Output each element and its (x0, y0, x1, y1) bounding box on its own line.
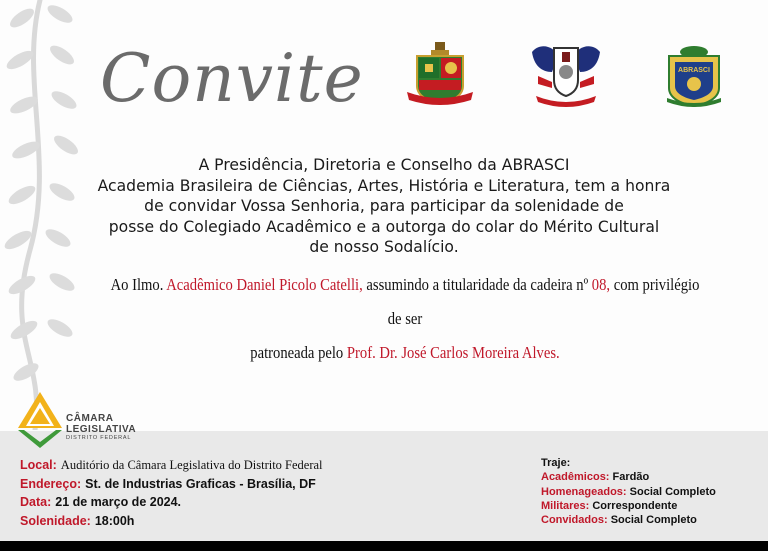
logo-line-3: DISTRITO FEDERAL (66, 435, 132, 441)
time-value: 18:00h (94, 513, 135, 528)
dress-code-label: Convidados: (541, 514, 608, 527)
date-value: 21 de março de 2024. (55, 495, 182, 509)
bottom-edge (0, 541, 768, 551)
address-row (20, 475, 323, 494)
dress-code-item (541, 513, 716, 527)
intro-line: Academia Brasileira de Ciências, Artes, História e Literatura, tem a honra (97, 176, 671, 195)
dress-code-label: Militares: (541, 499, 590, 512)
chair-number: 08, (591, 275, 611, 294)
dress-code-value: Social Completo (610, 514, 697, 527)
address-label: Endereço: (20, 476, 82, 491)
intro-line: de convidar Vossa Senhoria, para participar da solenidade de (144, 197, 624, 215)
honoree-mid: assumindo a titularidade da cadeira nº (362, 275, 592, 294)
abrasci-seal-text: ABRASCI (678, 67, 710, 74)
logo-line-1: CÂMARA (66, 413, 114, 424)
dress-code-value: Social Completo (629, 485, 716, 498)
coat-of-arms-icon (528, 42, 604, 108)
dress-code-item (541, 499, 716, 513)
dress-code-item (541, 485, 716, 499)
abrasci-seal-icon (663, 42, 725, 108)
dress-code-value: Fardão (612, 471, 650, 484)
crest-icon (405, 42, 475, 108)
camara-legislativa-wordmark (66, 414, 136, 442)
intro-line: posse do Colegiado Acadêmico e a outorga do colar do Mérito Cultural (108, 217, 660, 236)
local-row (20, 456, 323, 475)
date-label: Data: (20, 495, 52, 509)
time-row (20, 512, 323, 531)
patron-line (108, 336, 701, 370)
dress-code (541, 456, 716, 527)
date-row (20, 493, 323, 512)
page-title: Convite (100, 40, 364, 117)
honoree-name: Acadêmico Daniel Picolo Catelli, (166, 275, 363, 294)
camara-legislativa-logo-icon (12, 390, 68, 450)
local-label: Local: (20, 458, 57, 472)
dress-code-label: Homenageados: (541, 485, 627, 498)
honoree-prefix: Ao Ilmo. (110, 275, 167, 294)
logo-line-2: LEGISLATIVA (66, 424, 137, 435)
honoree-line (108, 268, 701, 336)
intro-line: A Presidência, Diretoria e Conselho da ABRASCI (198, 156, 570, 174)
dress-code-value: Correspondente (592, 499, 678, 512)
dress-code-heading: Traje: (541, 457, 571, 469)
time-label: Solenidade: (20, 513, 91, 528)
dress-code-label: Acadêmicos: (541, 471, 610, 484)
patron-name: Prof. Dr. José Carlos Moreira Alves. (346, 343, 560, 362)
honoree-statement (108, 268, 701, 370)
invitation-text (20, 155, 748, 258)
patron-prefix: patroneada pelo (250, 343, 347, 362)
dress-code-item (541, 470, 716, 484)
event-details (20, 456, 323, 530)
address-value: St. de Industrias Graficas - Brasília, DF (85, 476, 316, 491)
intro-line: de nosso Sodalício. (309, 238, 459, 256)
honoree-suffix: com privilégio de ser (387, 275, 700, 328)
local-value: Auditório da Câmara Legislativa do Distrito Federal (60, 458, 323, 472)
